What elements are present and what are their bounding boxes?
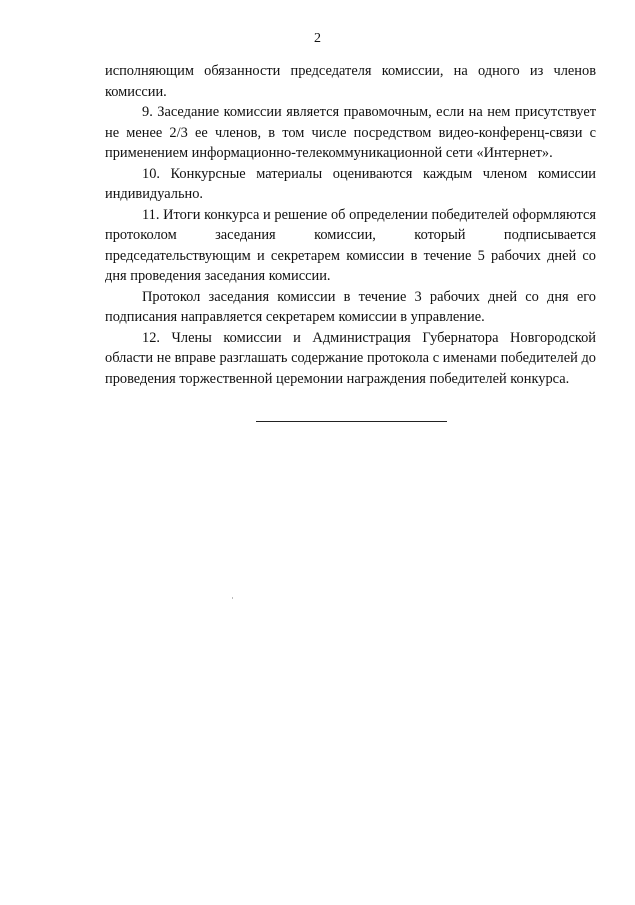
paragraph-10: 10. Конкурсные материалы оцениваются каждым членом комиссии индивидуально. xyxy=(105,165,596,202)
end-of-document-rule xyxy=(256,421,447,422)
paragraph-8-continuation: исполняющим обязанности председателя комиссии, на одного из членов комиссии. xyxy=(105,63,596,100)
paragraph-12: 12. Члены комиссии и Администрация Губернатора Новгородской области не вправе разглашать содержание протокола с именами победителей до проведения торжественной церемонии награждения победителей конкурса. xyxy=(105,329,596,387)
paragraph-11-protocol: Протокол заседания комиссии в течение 3 рабочих дней со дня его подписания направляется секретарем комиссии в управление. xyxy=(105,288,596,325)
page-number: 2 xyxy=(314,31,321,46)
paragraph-9: 9. Заседание комиссии является правомочным, если на нем присутствует не менее 2/3 ее членов, в том числе посредством видео-конференц-связи с применением информационно-телекоммуникационной сети «Интернет». xyxy=(105,104,596,161)
document-body xyxy=(105,61,596,389)
paragraph-11: 11. Итоги конкурса и решение об определении победителей оформляются протоколом заседания комиссии, который подписывается председательствующим и секретарем комиссии в течение 5 рабочих дней со дня проведения заседания комиссии. xyxy=(105,206,596,284)
scan-speck xyxy=(232,597,233,599)
